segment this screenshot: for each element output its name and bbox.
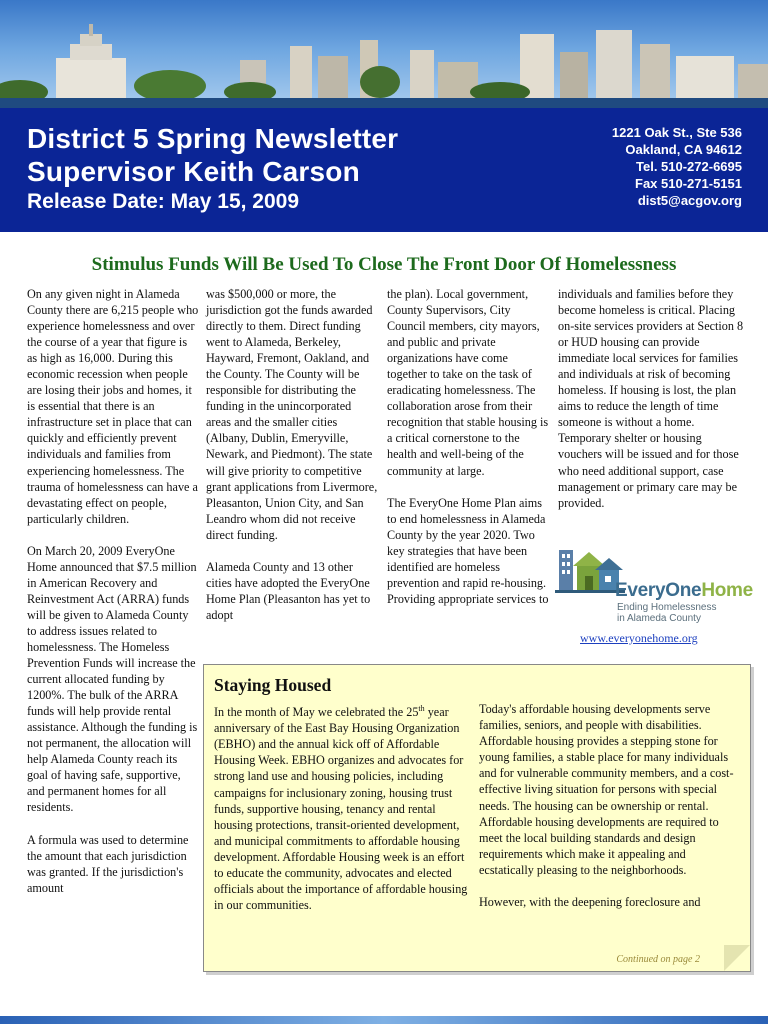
staying-housed-box [203, 664, 751, 972]
paragraph: However, with the deepening foreclosure and [479, 895, 701, 910]
header-titles [27, 122, 398, 215]
paragraph: was $500,000 or more, the jurisdiction got the funds awarded directly to them. Direct funding went to Alameda, Berkeley, Hayward, Fremont, Oakland, and the County. The County will be responsible for distributing the funding in the unincorporated areas and the smaller cities (Albany, Dublin, Emeryville, Newark, and Piedmont). The state will give priority to competitive grant applications from Livermore, Pleasanton, Union City, and San Leandro whom did not receive direct funding. [206, 287, 378, 542]
newsletter-header [0, 108, 768, 232]
phone: Tel. 510-272-6695 [636, 159, 742, 174]
logo-tagline-1: Ending Homelessness [617, 602, 717, 613]
paragraph: A formula was used to determine the amount that each jurisdiction was granted. If the jurisdiction's amount [27, 832, 189, 895]
skyline-banner [0, 0, 768, 108]
fax: Fax 510-271-5151 [635, 176, 742, 191]
newsletter-title: District 5 Spring Newsletter [27, 123, 399, 154]
box-column-2 [479, 701, 741, 926]
email[interactable]: dist5@acgov.org [637, 193, 742, 208]
paragraph: Today's affordable housing developments serve families, seniors, and people with disabilities. Affordable housing provides a stepping stone for young families, a stable place for many individuals and for vulnerable community members, and a cost-effective living situation for persons with special needs. The housing can be ownership or rental. Affordable housing developments are required to meet the local building standards and design requirements which make it appealing and ecstatically pleasing to the neighborhoods. [479, 702, 734, 877]
superscript: th [418, 704, 425, 713]
box-title: Staying Housed [214, 675, 332, 695]
paragraph: On March 20, 2009 EveryOne Home announced that $7.5 million in American Recovery and Reinvestment Act (ARRA) funds will be given to Alameda County to address issues related to homelessness. The Homeless Prevention Funds will increase the current allocated funding by 1200%. The bulk of the ARRA funds will help provide rental assistance. Although the funding is not permanent, the allocation will help Alameda County reach its goal of having safe, supportive, and permanent homes for all residents. [27, 543, 198, 815]
paragraph: the plan). Local government, County Supervisors, City Council members, city mayors, and public and private organizations have come together to take on the task of eradicating homelessness. The collaboration arose from their recognition that stable housing is a critical cornerstone to the health and well-being of the community at large. [387, 287, 549, 478]
logo-wordmark [615, 580, 753, 602]
article-column-3 [387, 286, 549, 623]
everyonehome-link[interactable]: www.everyonehome.org [580, 631, 698, 645]
text-run: In the month of May we celebrated the 25 [214, 705, 419, 720]
article-column-2 [206, 286, 378, 639]
article-column-1 [27, 286, 199, 912]
address-line-1: 1221 Oak St., Ste 536 [611, 125, 742, 140]
article-column-4 [558, 286, 746, 527]
everyone-home-logo [555, 536, 755, 626]
paragraph [214, 701, 470, 913]
logo-tagline [617, 602, 717, 624]
contact-block [612, 124, 742, 209]
paragraph: Alameda County and 13 other cities have adopted the EveryOne Home Plan (Pleasanton has yet to adopt [206, 559, 371, 622]
paragraph: individuals and families before they become homeless is critical. Placing on-site services providers at Section 8 or HUD housing can provide immediate local services for families and individuals at risk of becoming homeless. If housing is lost, the plan aims to reduce the length of time someone is without a home. Temporary shelter or housing vouchers will be issued and for those who need additional support, case management or primary care may be provided. [558, 287, 744, 510]
logo-word-everyone: EveryOne [615, 580, 702, 601]
text-run: year anniversary of the East Bay Housing Organization (EBHO) and the annual kick off of Affordable Housing Week. EBHO organizes and advocates for strong land use and housing policies, including campaigns for inclusionary zoning, housing trust funds, supportive housing, tenancy and rental housing protections, transit-oriented development, and municipal commitments to affordable housing development. Affordable Housing week is an effort to educate the community, advocates and elected officials about the importance of affordable housing in our communities. [214, 705, 468, 913]
continued-note: Continued on page 2 [616, 954, 700, 965]
release-date: Release Date: May 15, 2009 [27, 190, 300, 213]
paragraph: On any given night in Alameda County there are 6,215 people who experience homelessness and over the course of a year that figure is as high as 16,000. During this economic recession when people are losing their jobs and homes, it is essential that there is an infrastructure set in place that can quickly and efficiently prevent individuals and families from experiencing homelessness. The trauma of homelessness can have a devastating effect on people, particularly children. [27, 287, 199, 526]
supervisor-name: Supervisor Keith Carson [27, 156, 360, 187]
article-headline: Stimulus Funds Will Be Used To Close The Front Door Of Homelessness [91, 254, 677, 275]
skyline-illustration [0, 0, 768, 108]
logo-word-home: Home [701, 580, 753, 601]
logo-tagline-2: in Alameda County [617, 613, 701, 624]
address-line-2: Oakland, CA 94612 [625, 142, 742, 157]
paragraph: The EveryOne Home Plan aims to end homelessness in Alameda County by the year 2020. Two key strategies that have been identified are homeless prevention and rapid re-housing. Providing appropriate services to [387, 495, 549, 606]
footer-stripe [0, 1016, 768, 1024]
box-column-1 [214, 701, 470, 929]
page-curl [724, 945, 750, 971]
